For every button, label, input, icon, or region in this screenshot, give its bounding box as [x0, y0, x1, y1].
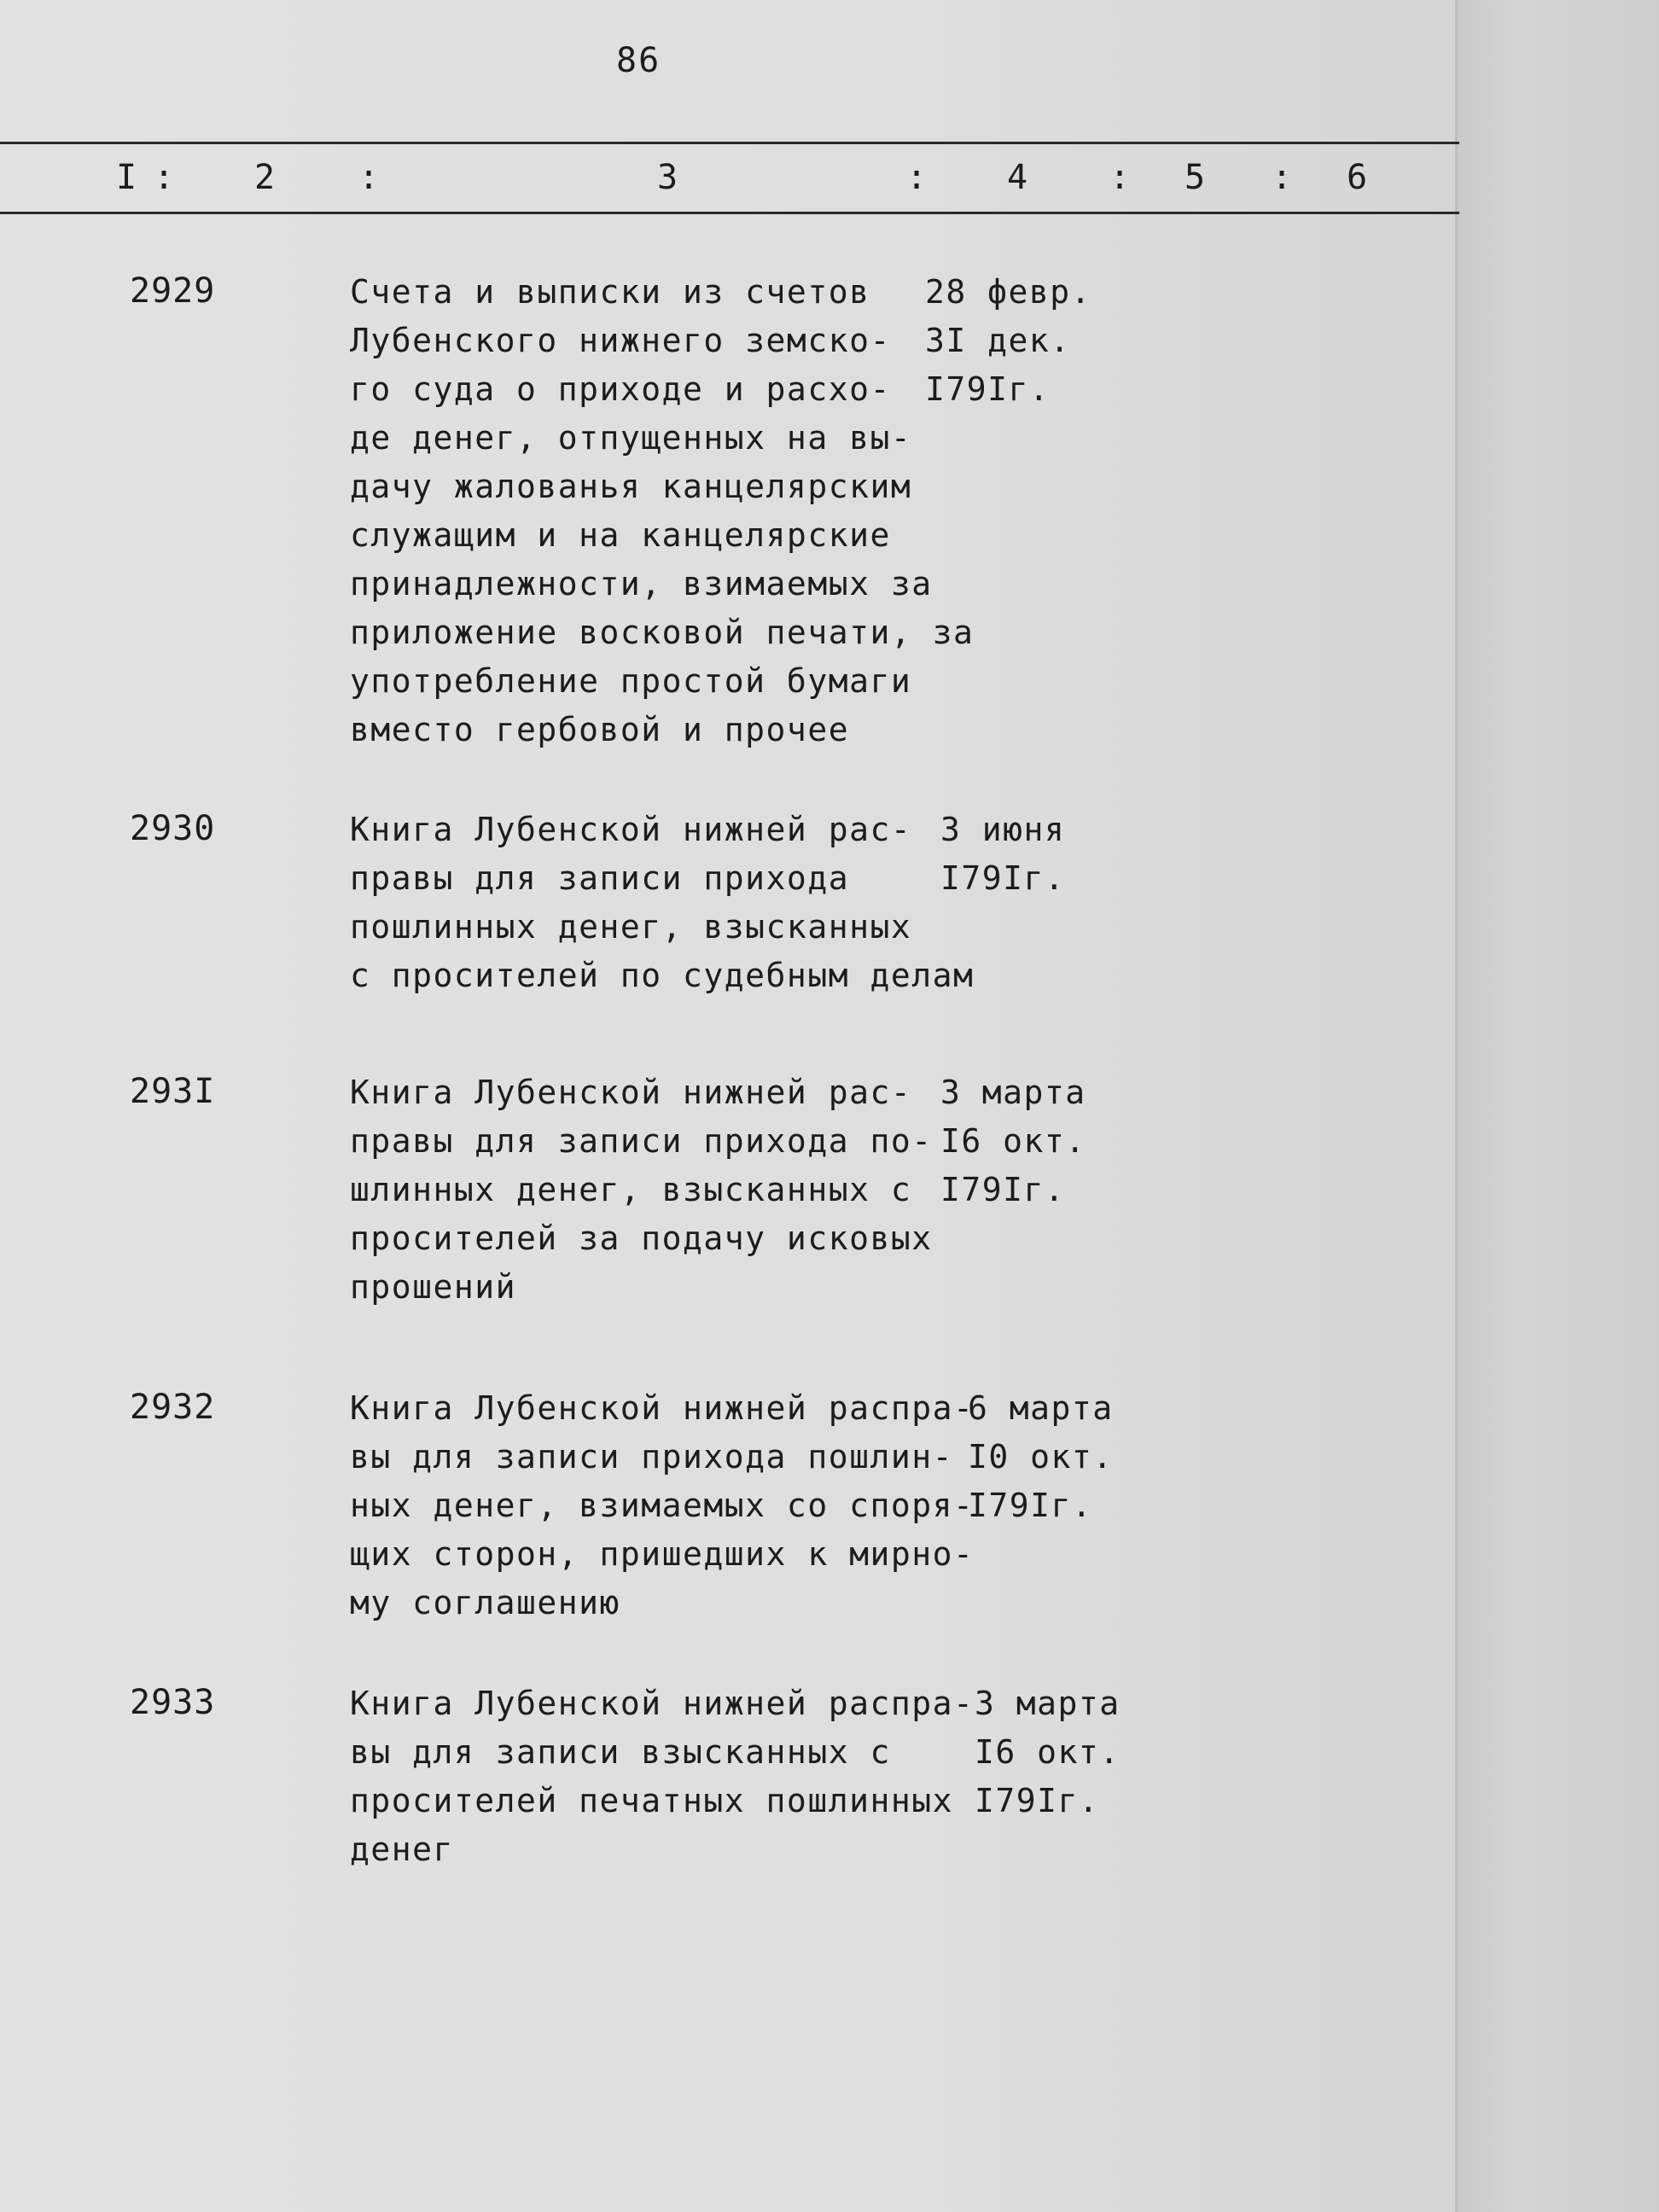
- date-line: 3 июня: [940, 811, 1066, 848]
- description-line: му соглашению: [350, 1584, 620, 1621]
- description-line: просителей печатных пошлинных: [350, 1782, 953, 1819]
- date-line: I0 окт.: [968, 1438, 1114, 1476]
- column-header-3: 3: [657, 158, 678, 197]
- description-line: служащим и на канцелярские: [350, 516, 891, 554]
- column-separator: :: [358, 158, 380, 197]
- column-separator: :: [1109, 158, 1131, 197]
- date-line: 28 февр.: [925, 273, 1092, 311]
- entry-number: 293I: [130, 1072, 216, 1111]
- entry-number: 2930: [130, 809, 216, 848]
- page-number: 86: [616, 41, 661, 80]
- entry-description: [350, 1679, 974, 1874]
- column-separator: :: [906, 158, 928, 197]
- description-line: вместо гербовой и прочее: [350, 711, 850, 748]
- description-line: правы для записи прихода: [350, 859, 850, 897]
- description-line: Лубенского нижнего земско-: [350, 322, 891, 359]
- description-line: дачу жалованья канцелярским: [350, 468, 912, 505]
- description-line: прошений: [350, 1268, 517, 1306]
- description-line: денег: [350, 1831, 454, 1868]
- description-line: с просителей по судебным делам: [350, 957, 975, 994]
- column-header-2: 2: [254, 158, 276, 197]
- date-line: 3 марта: [975, 1685, 1121, 1722]
- description-line: Книга Лубенской нижней распра-: [350, 1685, 975, 1722]
- column-header-1: I: [116, 158, 137, 197]
- header-bottom-rule: [0, 212, 1459, 214]
- entry-number: 2932: [130, 1388, 216, 1427]
- entry-number: 2933: [130, 1683, 216, 1722]
- entry-date: [975, 1679, 1121, 1825]
- header-top-rule: [0, 142, 1459, 144]
- date-line: 6 марта: [968, 1389, 1114, 1427]
- description-line: правы для записи прихода по-: [350, 1122, 933, 1160]
- column-header-5: 5: [1185, 158, 1206, 197]
- date-line: I79Iг.: [940, 1171, 1066, 1208]
- date-line: 3 марта: [940, 1074, 1086, 1111]
- description-line: просителей за подачу исковых: [350, 1220, 933, 1257]
- description-line: щих сторон, пришедших к мирно-: [350, 1535, 975, 1573]
- description-line: го суда о приходе и расхо-: [350, 370, 891, 408]
- entry-description: [350, 268, 974, 754]
- column-separator: :: [154, 158, 175, 197]
- entry-date: [968, 1384, 1114, 1530]
- column-header-6: 6: [1347, 158, 1368, 197]
- description-line: ных денег, взимаемых со споря-: [350, 1487, 975, 1524]
- column-header-4: 4: [1007, 158, 1028, 197]
- description-line: пошлинных денег, взысканных: [350, 908, 912, 946]
- description-line: Книга Лубенской нижней рас-: [350, 811, 912, 848]
- entry-description: [350, 1384, 974, 1627]
- column-separator: :: [1272, 158, 1293, 197]
- description-line: вы для записи взысканных с: [350, 1733, 891, 1771]
- date-line: I6 окт.: [975, 1733, 1121, 1771]
- date-line: 3I дек.: [925, 322, 1071, 359]
- date-line: I79Iг.: [975, 1782, 1100, 1819]
- description-line: Книга Лубенской нижней рас-: [350, 1074, 912, 1111]
- adjacent-sheet-edge: [1455, 0, 1659, 2212]
- description-line: шлинных денег, взысканных с: [350, 1171, 912, 1208]
- description-line: де денег, отпущенных на вы-: [350, 419, 912, 457]
- entry-date: [940, 1068, 1086, 1214]
- description-line: принадлежности, взимаемых за: [350, 565, 933, 602]
- date-line: I79Iг.: [925, 370, 1051, 408]
- date-line: I79Iг.: [968, 1487, 1093, 1524]
- date-line: I79Iг.: [940, 859, 1066, 897]
- description-line: вы для записи прихода пошлин-: [350, 1438, 953, 1476]
- description-line: Книга Лубенской нижней распра-: [350, 1389, 975, 1427]
- description-line: употребление простой бумаги: [350, 662, 912, 700]
- entry-date: [940, 806, 1065, 903]
- entry-date: [925, 268, 1091, 414]
- description-line: Счета и выписки из счетов: [350, 273, 870, 311]
- description-line: приложение восковой печати, за: [350, 614, 975, 651]
- entry-number: 2929: [130, 271, 216, 311]
- date-line: I6 окт.: [940, 1122, 1086, 1160]
- entry-description: [350, 806, 974, 1000]
- entry-description: [350, 1068, 933, 1312]
